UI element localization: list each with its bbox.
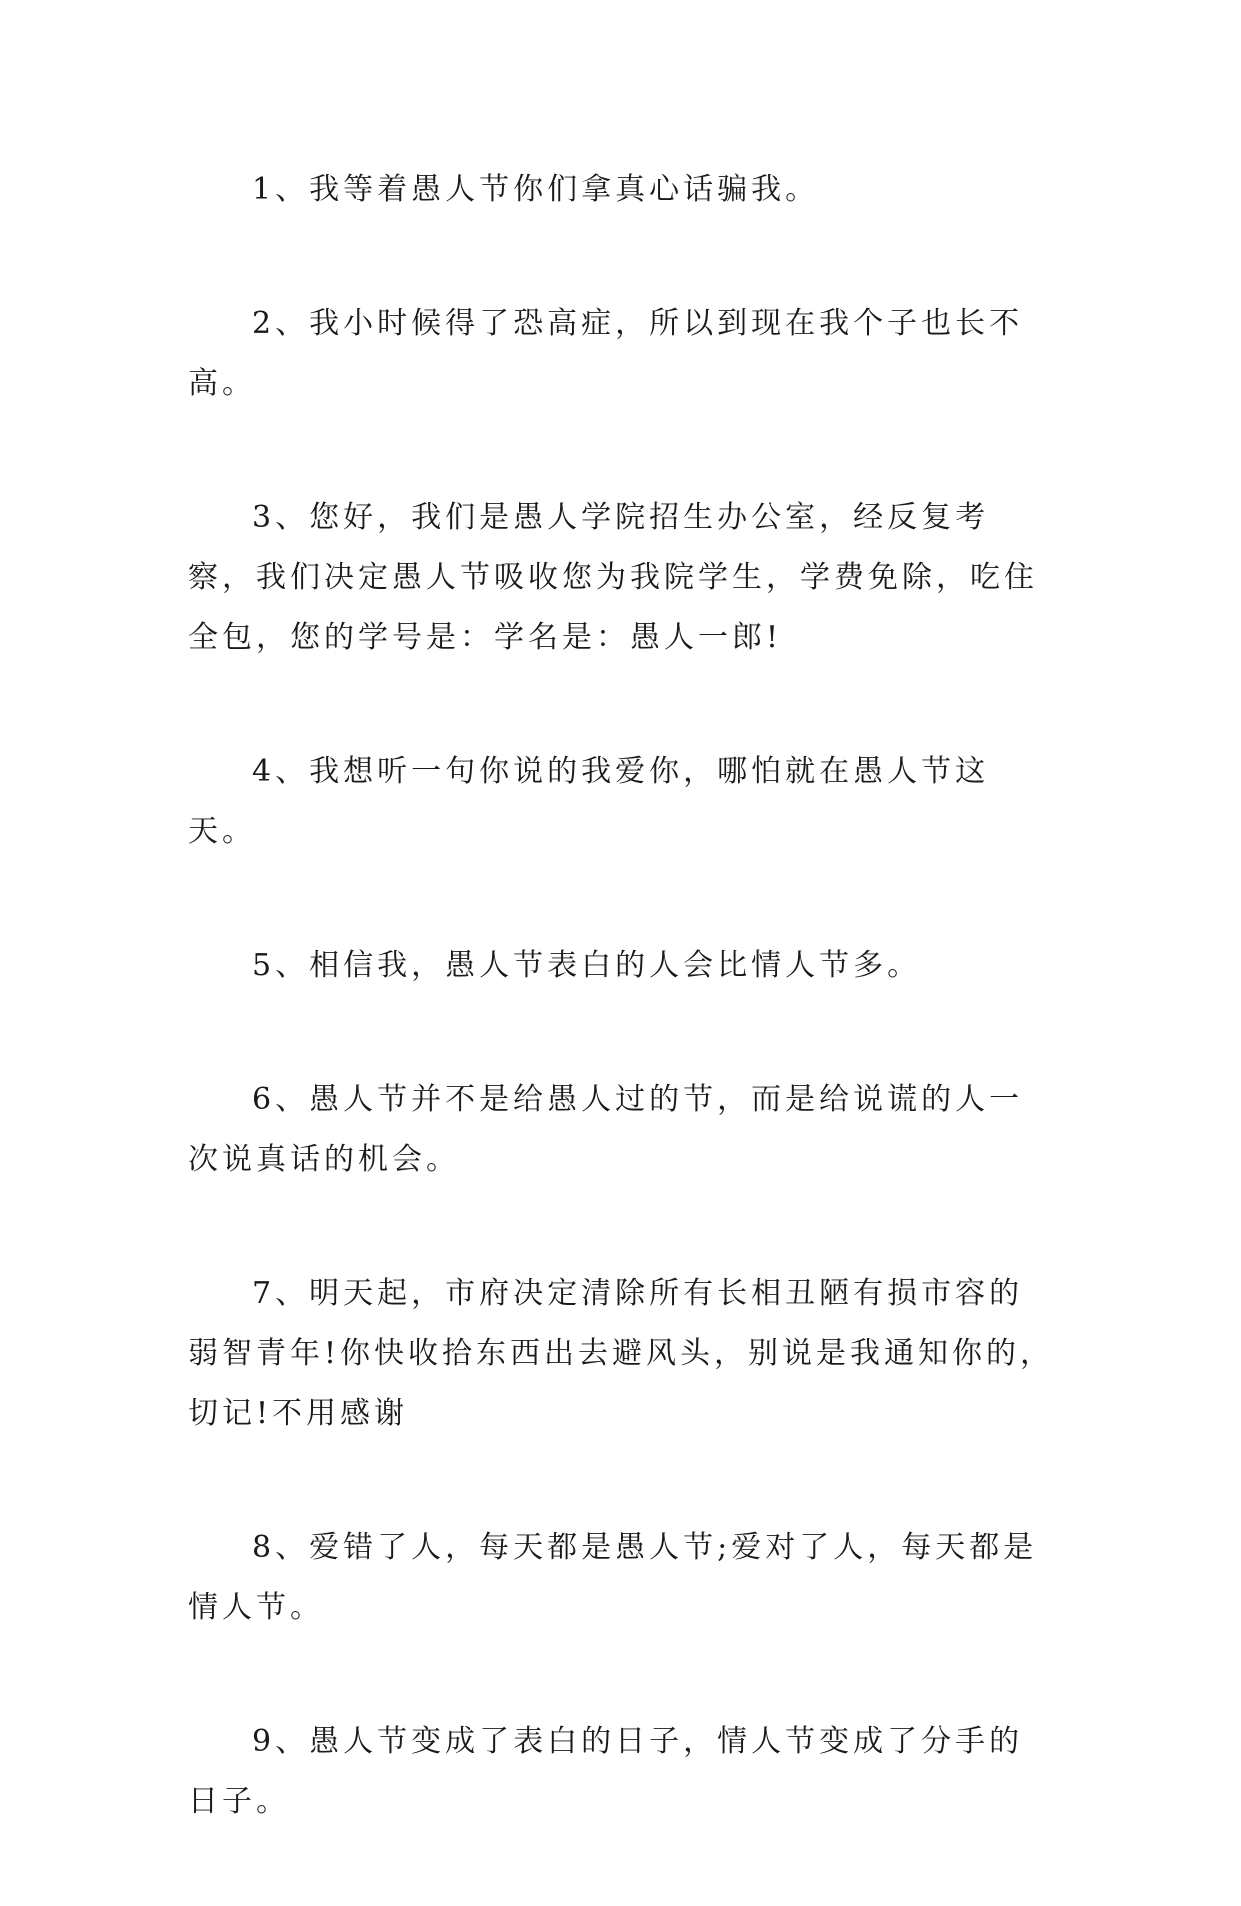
paragraph-4: 4、我想听一句你说的我爱你，哪怕就在愚人节这天。 xyxy=(188,754,990,849)
paragraph-9: 9、愚人节变成了表白的日子，情人节变成了分手的日子。 xyxy=(188,1724,1024,1819)
paragraph-1: 1、我等着愚人节你们拿真心话骗我。 xyxy=(252,172,820,207)
document-body xyxy=(188,160,1056,1906)
paragraph-8: 8、爱错了人，每天都是愚人节;爱对了人，每天都是情人节。 xyxy=(188,1530,1038,1625)
paragraph-5: 5、相信我，愚人节表白的人会比情人节多。 xyxy=(252,948,922,983)
paragraph-7: 7、明天起，市府决定清除所有长相丑陋有损市容的弱智青年!你快收拾东西出去避风头，别说是我通知你的，切记!不用感谢 xyxy=(188,1276,1055,1431)
paragraph-6: 6、愚人节并不是给愚人过的节，而是给说谎的人一次说真话的机会。 xyxy=(188,1082,1024,1177)
paragraph-2: 2、我小时候得了恐高症，所以到现在我个子也长不高。 xyxy=(188,306,1024,401)
paragraph-3: 3、您好，我们是愚人学院招生办公室，经反复考察，我们决定愚人节吸收您为我院学生，学费免除，吃住全包，您的学号是：学名是：愚人一郎! xyxy=(188,500,1038,655)
